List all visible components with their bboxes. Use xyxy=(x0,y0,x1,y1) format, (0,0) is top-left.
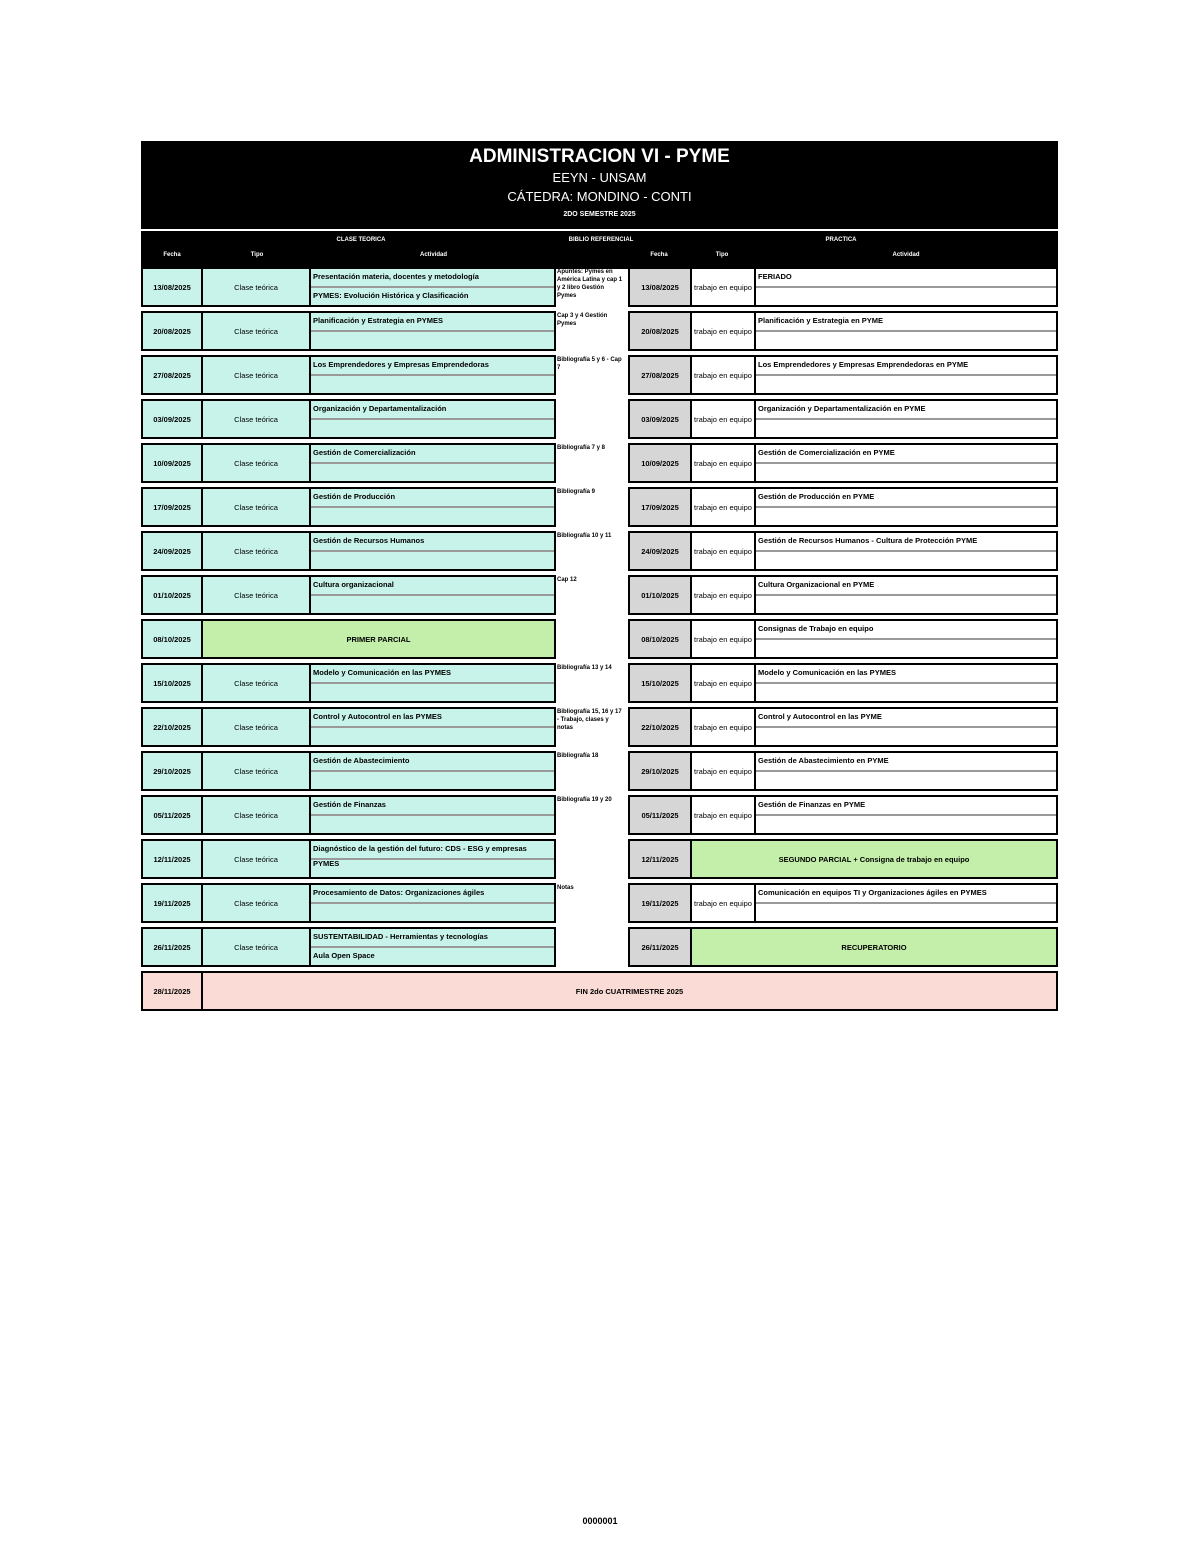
activity-line-1: Cultura organizacional xyxy=(311,577,554,596)
table-row xyxy=(141,267,1058,307)
row-activity xyxy=(309,839,556,879)
page-title: ADMINISTRACION VI - PYME xyxy=(469,146,730,167)
row-date: 15/10/2025 xyxy=(141,663,203,703)
row-activity xyxy=(309,663,556,703)
group-header-bibliography: BIBLIO REFERENCIAL xyxy=(568,237,634,243)
bibliography-note: Bibliografía 15, 16 y 17 - Trabajo, clases y notas xyxy=(557,709,622,731)
practice-date: 19/11/2025 xyxy=(628,883,692,923)
row-activity xyxy=(309,707,556,747)
practice-type: trabajo en equipo xyxy=(690,575,756,615)
row-type: Clase teórica xyxy=(201,883,311,923)
col-actividad: Actividad xyxy=(419,252,447,258)
practice-activity xyxy=(754,355,1058,395)
row-activity xyxy=(309,443,556,483)
practice-date: 03/09/2025 xyxy=(628,399,692,439)
practice-activity xyxy=(754,267,1058,307)
practice-activity xyxy=(754,883,1058,923)
row-type: Clase teórica xyxy=(201,795,311,835)
practice-type: trabajo en equipo xyxy=(690,531,756,571)
practice-type: trabajo en equipo xyxy=(690,487,756,527)
table-row xyxy=(141,971,1058,1011)
row-date: 28/11/2025 xyxy=(141,971,203,1011)
practice-type: trabajo en equipo xyxy=(690,663,756,703)
row-date: 13/08/2025 xyxy=(141,267,203,307)
row-activity xyxy=(309,751,556,791)
practice-date: 01/10/2025 xyxy=(628,575,692,615)
row-date: 22/10/2025 xyxy=(141,707,203,747)
practice-type: trabajo en equipo xyxy=(690,707,756,747)
row-type: Clase teórica xyxy=(201,927,311,967)
practice-exam-label: SEGUNDO PARCIAL + Consigna de trabajo en equipo xyxy=(690,839,1058,879)
col-fecha-practice: Fecha xyxy=(650,252,668,258)
row-activity xyxy=(309,531,556,571)
row-type: Clase teórica xyxy=(201,311,311,351)
row-type: Clase teórica xyxy=(201,839,311,879)
col-tipo-practice: Tipo xyxy=(715,252,729,258)
activity-line-2: Aula Open Space xyxy=(313,951,375,960)
bibliography-note: Bibliografía 19 y 20 xyxy=(557,797,612,803)
activity-line-1: Presentación materia, docentes y metodología xyxy=(311,269,554,288)
row-activity xyxy=(309,487,556,527)
practice-type: trabajo en equipo xyxy=(690,883,756,923)
practice-line-1: Organización y Departamentalización en PYME xyxy=(756,401,1056,420)
table-row xyxy=(141,883,1058,923)
row-type: Clase teórica xyxy=(201,575,311,615)
bibliography-note: Bibliografía 18 xyxy=(557,753,599,759)
practice-line-1: Gestión de Producción en PYME xyxy=(756,489,1056,508)
activity-line-1: Procesamiento de Datos: Organizaciones ágiles xyxy=(311,885,554,904)
institution-label: EEYN - UNSAM xyxy=(552,170,647,185)
exam-label: PRIMER PARCIAL xyxy=(201,619,556,659)
group-header-practice: PRACTICA xyxy=(825,237,857,243)
table-row xyxy=(141,355,1058,395)
row-type: Clase teórica xyxy=(201,707,311,747)
practice-line-1: Los Emprendedores y Empresas Emprendedoras en PYME xyxy=(756,357,1056,376)
row-date: 17/09/2025 xyxy=(141,487,203,527)
practice-date: 10/09/2025 xyxy=(628,443,692,483)
bibliography-note: Cap 12 xyxy=(557,577,577,583)
bibliography-note: Notas xyxy=(557,885,574,891)
activity-line-1: Gestión de Recursos Humanos xyxy=(311,533,554,552)
practice-date: 17/09/2025 xyxy=(628,487,692,527)
practice-line-1: Cultura Organizacional en PYME xyxy=(756,577,1056,596)
column-header xyxy=(141,231,1058,269)
bibliography-note: Bibliografía 10 y 11 xyxy=(557,533,612,539)
practice-activity xyxy=(754,399,1058,439)
end-of-term-label: FIN 2do CUATRIMESTRE 2025 xyxy=(201,971,1058,1011)
table-row xyxy=(141,839,1058,879)
row-type: Clase teórica xyxy=(201,399,311,439)
practice-line-1: Modelo y Comunicación en las PYMES xyxy=(756,665,1056,684)
col-fecha: Fecha xyxy=(163,252,181,258)
row-type: Clase teórica xyxy=(201,443,311,483)
activity-line-1: Gestión de Producción xyxy=(311,489,554,508)
activity-line-2: PYMES: Evolución Histórica y Clasificación xyxy=(313,291,469,300)
practice-date: 08/10/2025 xyxy=(628,619,692,659)
row-type: Clase teórica xyxy=(201,663,311,703)
row-activity xyxy=(309,311,556,351)
row-type: Clase teórica xyxy=(201,751,311,791)
practice-line-1: Gestión de Recursos Humanos - Cultura de Protección PYME xyxy=(756,533,1056,552)
row-activity xyxy=(309,575,556,615)
practice-date: 05/11/2025 xyxy=(628,795,692,835)
table-row xyxy=(141,443,1058,483)
table-row xyxy=(141,927,1058,967)
activity-line-1: Gestión de Finanzas xyxy=(311,797,554,816)
activity-line-1: SUSTENTABILIDAD - Herramientas y tecnologías xyxy=(311,929,554,948)
bibliography-note: Bibliografía 13 y 14 xyxy=(557,665,612,671)
practice-line-1: FERIADO xyxy=(756,269,1056,288)
row-date: 10/09/2025 xyxy=(141,443,203,483)
schedule-sheet xyxy=(141,141,1058,996)
practice-type: trabajo en equipo xyxy=(690,795,756,835)
activity-line-1: Gestión de Abastecimiento xyxy=(311,753,554,772)
practice-activity xyxy=(754,663,1058,703)
practice-date: 12/11/2025 xyxy=(628,839,692,879)
practice-line-1: Consignas de Trabajo en equipo xyxy=(756,621,1056,640)
practice-activity xyxy=(754,575,1058,615)
practice-activity xyxy=(754,531,1058,571)
practice-activity xyxy=(754,795,1058,835)
row-type: Clase teórica xyxy=(201,355,311,395)
group-header-theory: CLASE TEORICA xyxy=(336,237,386,243)
activity-line-1: Modelo y Comunicación en las PYMES xyxy=(311,665,554,684)
semester-label: 2DO SEMESTRE 2025 xyxy=(563,211,636,218)
practice-line-1: Gestión de Comercialización en PYME xyxy=(756,445,1056,464)
practice-activity xyxy=(754,311,1058,351)
practice-date: 13/08/2025 xyxy=(628,267,692,307)
practice-line-1: Control y Autocontrol en las PYME xyxy=(756,709,1056,728)
col-tipo: Tipo xyxy=(250,252,264,258)
table-row xyxy=(141,663,1058,703)
row-activity xyxy=(309,355,556,395)
practice-activity xyxy=(754,487,1058,527)
bibliography-note: Bibliografía 5 y 6 - Cap 7 xyxy=(557,357,622,371)
practice-line-1: Planificación y Estrategia en PYME xyxy=(756,313,1056,332)
chair-label: CÁTEDRA: MONDINO - CONTI xyxy=(507,189,692,204)
practice-date: 29/10/2025 xyxy=(628,751,692,791)
practice-type: trabajo en equipo xyxy=(690,267,756,307)
table-row xyxy=(141,795,1058,835)
table-row xyxy=(141,311,1058,351)
bibliography-note: Cap 3 y 4 Gestión Pymes xyxy=(557,313,608,327)
practice-activity xyxy=(754,707,1058,747)
practice-exam-label: RECUPERATORIO xyxy=(690,927,1058,967)
row-date: 12/11/2025 xyxy=(141,839,203,879)
row-activity xyxy=(309,795,556,835)
row-activity xyxy=(309,883,556,923)
table-row xyxy=(141,399,1058,439)
practice-date: 26/11/2025 xyxy=(628,927,692,967)
practice-date: 24/09/2025 xyxy=(628,531,692,571)
activity-line-1: Organización y Departamentalización xyxy=(311,401,554,420)
practice-activity xyxy=(754,443,1058,483)
practice-date: 15/10/2025 xyxy=(628,663,692,703)
activity-line-1: Gestión de Comercialización xyxy=(311,445,554,464)
practice-date: 27/08/2025 xyxy=(628,355,692,395)
bibliography-note: Apuntes: Pymes en América Latina y cap 1 y 2 libro Gestión Pymes xyxy=(557,269,623,299)
row-date: 29/10/2025 xyxy=(141,751,203,791)
row-date: 01/10/2025 xyxy=(141,575,203,615)
row-activity xyxy=(309,399,556,439)
row-date: 08/10/2025 xyxy=(141,619,203,659)
practice-line-1: Gestión de Finanzas en PYME xyxy=(756,797,1056,816)
row-date: 19/11/2025 xyxy=(141,883,203,923)
activity-line-1: Los Emprendedores y Empresas Emprendedoras xyxy=(311,357,554,376)
row-date: 20/08/2025 xyxy=(141,311,203,351)
practice-type: trabajo en equipo xyxy=(690,751,756,791)
table-row xyxy=(141,707,1058,747)
table-row xyxy=(141,619,1058,659)
activity-line-1: Control y Autocontrol en las PYMES xyxy=(311,709,554,728)
table-row xyxy=(141,487,1058,527)
row-activity xyxy=(309,267,556,307)
practice-type: trabajo en equipo xyxy=(690,355,756,395)
row-type: Clase teórica xyxy=(201,267,311,307)
practice-date: 22/10/2025 xyxy=(628,707,692,747)
activity-line-1: Diagnóstico de la gestión del futuro: CDS - ESG y empresas PYMES xyxy=(311,841,554,860)
row-type: Clase teórica xyxy=(201,487,311,527)
table-row xyxy=(141,751,1058,791)
row-date: 05/11/2025 xyxy=(141,795,203,835)
col-actividad-practice: Actividad xyxy=(892,252,920,258)
practice-activity xyxy=(754,619,1058,659)
row-activity xyxy=(309,927,556,967)
practice-activity xyxy=(754,751,1058,791)
bibliography-note: Bibliografía 7 y 8 xyxy=(557,445,606,451)
page-footer-number: 0000001 xyxy=(582,1516,618,1526)
row-date: 24/09/2025 xyxy=(141,531,203,571)
table-row xyxy=(141,575,1058,615)
practice-type: trabajo en equipo xyxy=(690,311,756,351)
practice-type: trabajo en equipo xyxy=(690,399,756,439)
practice-type: trabajo en equipo xyxy=(690,619,756,659)
practice-date: 20/08/2025 xyxy=(628,311,692,351)
row-type: Clase teórica xyxy=(201,531,311,571)
activity-line-1: Planificación y Estrategia en PYMES xyxy=(311,313,554,332)
table-row xyxy=(141,531,1058,571)
practice-type: trabajo en equipo xyxy=(690,443,756,483)
row-date: 03/09/2025 xyxy=(141,399,203,439)
row-date: 27/08/2025 xyxy=(141,355,203,395)
header-banner xyxy=(141,141,1058,229)
practice-line-1: Gestión de Abastecimiento en PYME xyxy=(756,753,1056,772)
row-date: 26/11/2025 xyxy=(141,927,203,967)
bibliography-note: Bibliografía 9 xyxy=(557,489,596,495)
practice-line-1: Comunicación en equipos TI y Organizaciones ágiles en PYMES xyxy=(756,885,1056,904)
